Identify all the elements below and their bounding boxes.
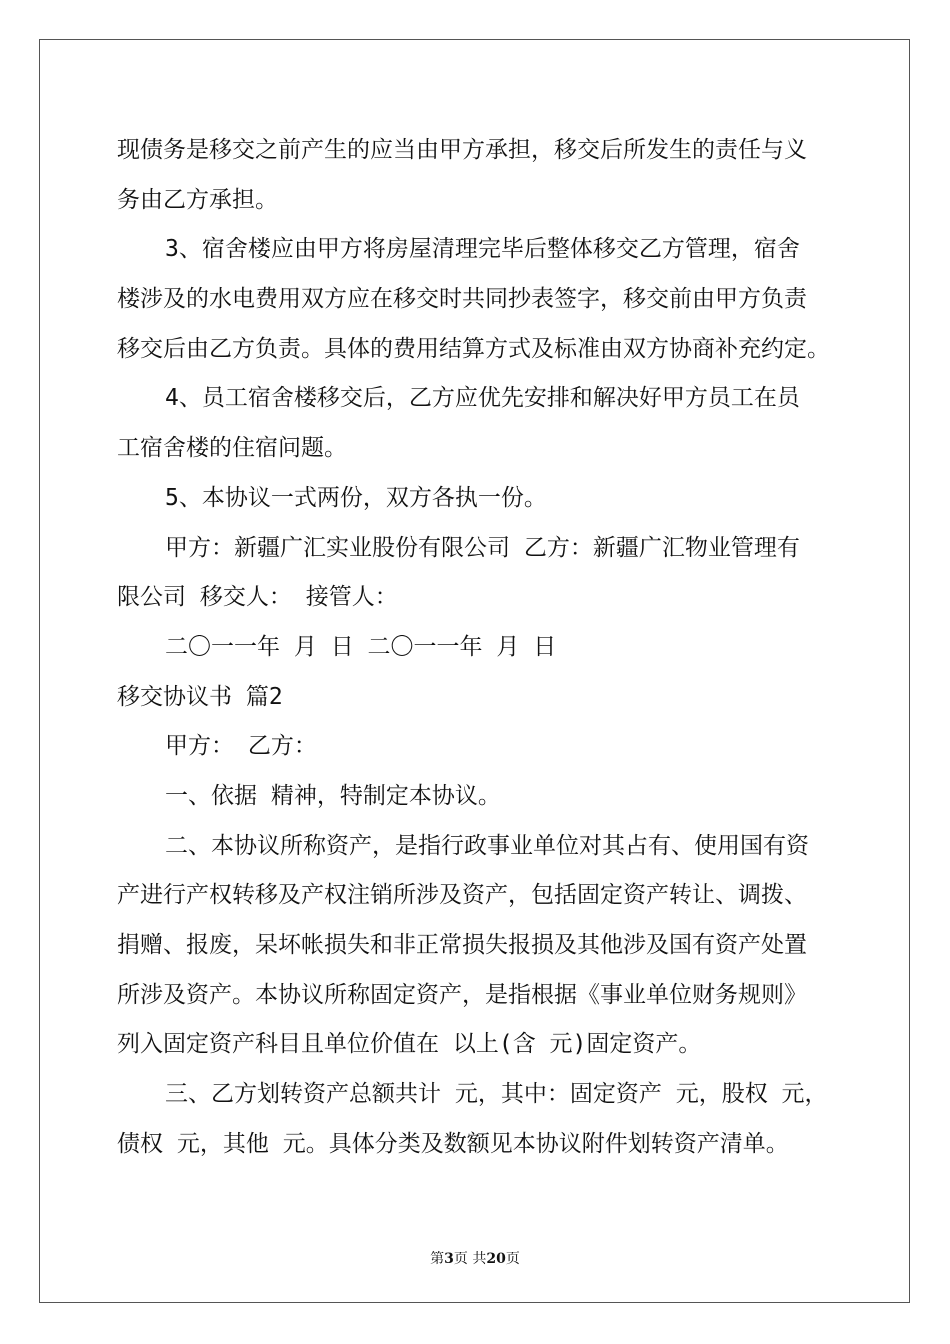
text-line: 务由乙方承担。: [117, 187, 278, 213]
text-line: 产进行产权转移及产权注销所涉及资产，包括固定资产转让、调拨、: [117, 882, 807, 908]
text-line: 列入固定资产科目且单位价值在 以上(含 元)固定资产。: [117, 1031, 702, 1057]
text-line: 所涉及资产。本协议所称固定资产，是指根据《事业单位财务规则》: [117, 982, 807, 1008]
page-mid: 页 共: [453, 1251, 487, 1267]
total-page-number: 20: [486, 1251, 506, 1267]
page-prefix: 第: [430, 1251, 445, 1267]
page-border: [39, 39, 910, 1303]
text-line: 5、本协议一式两份，双方各执一份。: [165, 485, 547, 511]
text-line: 限公司 移交人： 接管人：: [117, 584, 398, 610]
page-footer: [0, 1248, 950, 1268]
text-line: 楼涉及的水电费用双方应在移交时共同抄表签字，移交前由甲方负责: [117, 286, 807, 312]
text-line: 工宿舍楼的住宿问题。: [117, 435, 347, 461]
text-line: 现债务是移交之前产生的应当由甲方承担，移交后所发生的责任与义: [117, 137, 807, 163]
section-title: 移交协议书 篇2: [117, 684, 283, 710]
text-line: 甲方： 乙方：: [165, 733, 317, 759]
text-line: 三、乙方划转资产总额共计 元，其中：固定资产 元，股权 元，: [165, 1081, 828, 1107]
text-line: 一、依据 精神，特制定本协议。: [165, 783, 501, 809]
text-line: 二、本协议所称资产，是指行政事业单位对其占有、使用国有资: [165, 833, 809, 859]
current-page-number: 3: [444, 1251, 454, 1267]
text-line: 4、员工宿舍楼移交后，乙方应优先安排和解决好甲方员工在员: [165, 385, 800, 411]
text-line: 3、宿舍楼应由甲方将房屋清理完毕后整体移交乙方管理，宿舍: [165, 236, 800, 262]
text-line: 债权 元，其他 元。具体分类及数额见本协议附件划转资产清单。: [117, 1131, 789, 1157]
text-line: 捐赠、报废，呆坏帐损失和非正常损失报损及其他涉及国有资产处置: [117, 932, 807, 958]
page-suffix: 页: [505, 1251, 520, 1267]
text-line: 甲方：新疆广汇实业股份有限公司 乙方：新疆广汇物业管理有: [165, 535, 800, 561]
text-line: 移交后由乙方负责。具体的费用结算方式及标准由双方协商补充约定。: [117, 336, 830, 362]
text-line: 二〇一一年 月 日 二〇一一年 月 日: [165, 634, 557, 660]
